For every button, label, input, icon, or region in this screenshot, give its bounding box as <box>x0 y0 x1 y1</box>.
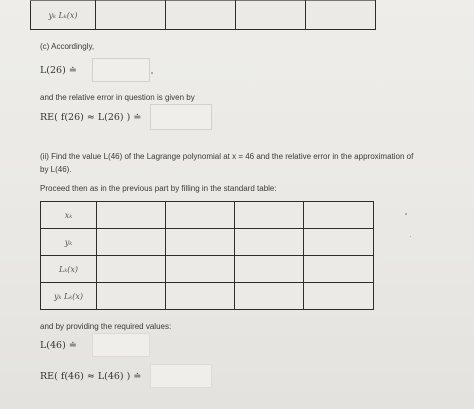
answer-cell[interactable] <box>304 283 374 310</box>
re-46-label: RE( f(46) ≈ L(46) ) ≐ <box>40 371 142 382</box>
table-row <box>41 283 374 310</box>
table-row <box>31 1 376 30</box>
answer-cell[interactable] <box>166 256 235 283</box>
dot-mark <box>405 213 407 215</box>
table-row <box>41 202 374 229</box>
row-label-lk: Lₖ(x) <box>41 256 97 283</box>
answer-cell[interactable] <box>97 229 166 256</box>
l26-answer-input[interactable] <box>92 58 150 82</box>
answer-cell[interactable] <box>304 202 374 229</box>
re-46-answer-input[interactable] <box>150 364 212 388</box>
answer-cell[interactable] <box>166 202 235 229</box>
l46-answer-input[interactable] <box>92 333 150 357</box>
re-26-answer-input[interactable] <box>150 104 212 130</box>
row-label-xk: xₖ <box>41 202 97 229</box>
answer-cell[interactable] <box>97 202 166 229</box>
relative-error-text: and the relative error in question is given by <box>40 93 195 102</box>
answer-cell[interactable] <box>97 283 166 310</box>
row-label-yk-lk: yₖ Lₖ(x) <box>31 1 96 30</box>
part-ii-question-line2: by L(46). <box>40 165 72 174</box>
part-ii-question-line1: (ii) Find the value L(46) of the Lagrange polynomial at x = 46 and the relative error in the approximation of <box>40 152 414 161</box>
part-c-heading: (c) Accordingly, <box>40 42 95 51</box>
lagrange-table <box>40 201 374 310</box>
part-ii-instruction: Proceed then as in the previous part by filling in the standard table: <box>40 184 277 193</box>
answer-cell[interactable] <box>96 1 166 30</box>
provide-values-text: and by providing the required values: <box>40 322 172 331</box>
answer-cell[interactable] <box>304 229 374 256</box>
dot-mark <box>151 72 153 74</box>
answer-cell[interactable] <box>235 283 304 310</box>
l46-label: L(46) ≐ <box>40 340 77 351</box>
top-table <box>30 0 376 30</box>
table-row <box>41 256 374 283</box>
answer-cell[interactable] <box>304 256 374 283</box>
answer-cell[interactable] <box>166 229 235 256</box>
answer-cell[interactable] <box>235 202 304 229</box>
answer-cell[interactable] <box>306 1 376 30</box>
answer-cell[interactable] <box>236 1 306 30</box>
dot-mark <box>410 236 411 237</box>
re-26-label: RE( f(26) ≈ L(26) ) ≐ <box>40 112 142 123</box>
answer-cell[interactable] <box>166 1 236 30</box>
answer-cell[interactable] <box>235 229 304 256</box>
row-label-yk-lk: yₖ Lₖ(x) <box>41 283 97 310</box>
table-row <box>41 229 374 256</box>
answer-cell[interactable] <box>97 256 166 283</box>
answer-cell[interactable] <box>235 256 304 283</box>
l26-label: L(26) ≐ <box>40 65 77 76</box>
answer-cell[interactable] <box>166 283 235 310</box>
row-label-yk: yₖ <box>41 229 97 256</box>
